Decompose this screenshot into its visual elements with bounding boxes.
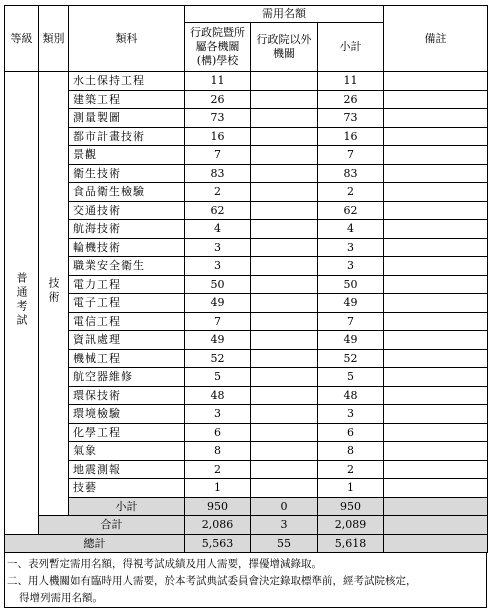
subject-cell: 景觀: [69, 146, 185, 165]
subject-cell: 電子工程: [69, 294, 185, 313]
exec-count-cell: 3: [185, 238, 251, 257]
subject-cell: 環保技術: [69, 386, 185, 405]
exec-count-cell: 26: [185, 90, 251, 109]
category-subtotal-total: 950: [318, 497, 384, 516]
category-subtotal-row: [5, 497, 488, 516]
subject-cell: 機械工程: [69, 349, 185, 368]
table-row: [5, 109, 488, 128]
grand-total-label: 總計: [5, 534, 185, 553]
remarks-cell: [384, 257, 488, 276]
grand-total-other: 55: [251, 534, 318, 553]
subtotal-count-cell: 3: [318, 257, 384, 276]
remarks-cell: [384, 312, 488, 331]
header-subject: 類科: [69, 6, 185, 72]
table-row: [5, 72, 488, 91]
exec-count-cell: 49: [185, 331, 251, 350]
subject-cell: 電力工程: [69, 275, 185, 294]
subject-cell: 建築工程: [69, 90, 185, 109]
other-count-cell: [251, 294, 318, 313]
header-col-subtotal: 小計: [318, 23, 384, 72]
header-col-other-line1: 行政院以外: [256, 33, 312, 46]
remarks-cell: [384, 127, 488, 146]
remarks-cell: [384, 164, 488, 183]
category-subtotal-label: 小計: [69, 497, 185, 516]
header-grade: 等級: [5, 6, 39, 72]
header-col-other-line2: 機關: [273, 47, 295, 60]
table-row: [5, 238, 488, 257]
remarks-cell: [384, 183, 488, 202]
subject-cell: 資訊處理: [69, 331, 185, 350]
remarks-cell: [384, 109, 488, 128]
other-count-cell: [251, 368, 318, 387]
table-row: [5, 423, 488, 442]
subtotal-count-cell: 73: [318, 109, 384, 128]
demand-table: [4, 5, 488, 553]
other-count-cell: [251, 146, 318, 165]
other-count-cell: [251, 109, 318, 128]
table-row: [5, 257, 488, 276]
other-count-cell: [251, 257, 318, 276]
subject-cell: 水土保持工程: [69, 72, 185, 91]
demand-table-container: [4, 5, 487, 608]
remarks-cell: [384, 294, 488, 313]
note-2: 二、用人機關如有臨時用人需要，於本考試典試委員會決定錄取標準前，經考試院核定，: [7, 575, 417, 587]
remarks-cell: [384, 72, 488, 91]
remarks-cell: [384, 479, 488, 498]
header-col-exec-line3: (構)學校: [196, 54, 239, 67]
subject-cell: 環境檢驗: [69, 405, 185, 424]
other-count-cell: [251, 442, 318, 461]
exec-count-cell: 1: [185, 479, 251, 498]
exec-count-cell: 8: [185, 442, 251, 461]
subtotal-count-cell: 3: [318, 238, 384, 257]
exec-count-cell: 16: [185, 127, 251, 146]
subtotal-count-cell: 2: [318, 183, 384, 202]
table-row: [5, 349, 488, 368]
category-subtotal-exec: 950: [185, 497, 251, 516]
table-row: [5, 386, 488, 405]
header-remarks: 備註: [384, 6, 488, 72]
other-count-cell: [251, 72, 318, 91]
subtotal-count-cell: 62: [318, 201, 384, 220]
subtotal-count-cell: 50: [318, 275, 384, 294]
other-count-cell: [251, 238, 318, 257]
table-row: [5, 164, 488, 183]
exec-count-cell: 2: [185, 460, 251, 479]
other-count-cell: [251, 386, 318, 405]
other-count-cell: [251, 220, 318, 239]
grade-total-row: [5, 516, 488, 535]
grade-total-label: 合計: [39, 516, 185, 535]
subject-cell: 航空器維修: [69, 368, 185, 387]
subject-cell: 化學工程: [69, 423, 185, 442]
exec-count-cell: 3: [185, 257, 251, 276]
header-col-exec-line2: 屬各機關: [195, 40, 240, 53]
other-count-cell: [251, 127, 318, 146]
exec-count-cell: 52: [185, 349, 251, 368]
exec-count-cell: 62: [185, 201, 251, 220]
table-row: [5, 442, 488, 461]
grand-total-exec: 5,563: [185, 534, 251, 553]
header-col-exec: [185, 23, 251, 72]
table-row: [5, 275, 488, 294]
remarks-cell: [384, 146, 488, 165]
subject-cell: 地震測報: [69, 460, 185, 479]
other-count-cell: [251, 460, 318, 479]
exec-count-cell: 4: [185, 220, 251, 239]
other-count-cell: [251, 90, 318, 109]
subject-cell: 輪機技術: [69, 238, 185, 257]
other-count-cell: [251, 164, 318, 183]
exec-count-cell: 73: [185, 109, 251, 128]
subtotal-count-cell: 83: [318, 164, 384, 183]
exec-count-cell: 5: [185, 368, 251, 387]
subject-cell: 航海技術: [69, 220, 185, 239]
subject-cell: 衛生技術: [69, 164, 185, 183]
note-3: 得增列需用名額。: [19, 592, 103, 604]
subtotal-count-cell: 49: [318, 331, 384, 350]
subject-cell: 電信工程: [69, 312, 185, 331]
remarks-cell: [384, 423, 488, 442]
subtotal-count-cell: 3: [318, 405, 384, 424]
table-row: [5, 146, 488, 165]
remarks-cell: [384, 201, 488, 220]
grade-cell: [5, 72, 39, 535]
table-row: [5, 220, 488, 239]
subject-cell: 食品衛生檢驗: [69, 183, 185, 202]
table-row: [5, 183, 488, 202]
subtotal-count-cell: 5: [318, 368, 384, 387]
subtotal-count-cell: 1: [318, 479, 384, 498]
subtotal-count-cell: 7: [318, 312, 384, 331]
subject-cell: 職業安全衛生: [69, 257, 185, 276]
exec-count-cell: 7: [185, 312, 251, 331]
remarks-cell: [384, 460, 488, 479]
header-col-other: [251, 23, 318, 72]
grade-value: 普通考試: [15, 272, 28, 329]
table-row: [5, 312, 488, 331]
remarks-cell: [384, 405, 488, 424]
subtotal-count-cell: 4: [318, 220, 384, 239]
subtotal-count-cell: 16: [318, 127, 384, 146]
subject-cell: 測量製圖: [69, 109, 185, 128]
subject-cell: 氣象: [69, 442, 185, 461]
note-1: 一、表列暫定需用名額，得視考試成績及用人需要，擇優增減錄取。: [7, 558, 322, 570]
subtotal-count-cell: 8: [318, 442, 384, 461]
subject-cell: 交通技術: [69, 201, 185, 220]
exec-count-cell: 3: [185, 405, 251, 424]
table-row: [5, 368, 488, 387]
other-count-cell: [251, 183, 318, 202]
grade-total-remarks: [384, 516, 488, 535]
exec-count-cell: 11: [185, 72, 251, 91]
other-count-cell: [251, 479, 318, 498]
category-value: 技術: [47, 277, 60, 305]
exec-count-cell: 49: [185, 294, 251, 313]
header-demand-title: 需用名額: [185, 6, 384, 23]
grade-total-other: 3: [251, 516, 318, 535]
table-row: [5, 201, 488, 220]
exec-count-cell: 83: [185, 164, 251, 183]
exec-count-cell: 2: [185, 183, 251, 202]
table-row: [5, 479, 488, 498]
other-count-cell: [251, 312, 318, 331]
table-row: [5, 90, 488, 109]
subject-cell: 技藝: [69, 479, 185, 498]
other-count-cell: [251, 349, 318, 368]
other-count-cell: [251, 331, 318, 350]
remarks-cell: [384, 386, 488, 405]
grade-total-total: 2,089: [318, 516, 384, 535]
other-count-cell: [251, 423, 318, 442]
subtotal-count-cell: 7: [318, 146, 384, 165]
category-subtotal-other: 0: [251, 497, 318, 516]
table-row: [5, 460, 488, 479]
remarks-cell: [384, 275, 488, 294]
remarks-cell: [384, 442, 488, 461]
other-count-cell: [251, 201, 318, 220]
exec-count-cell: 48: [185, 386, 251, 405]
exec-count-cell: 6: [185, 423, 251, 442]
subtotal-count-cell: 2: [318, 460, 384, 479]
remarks-cell: [384, 238, 488, 257]
subtotal-count-cell: 52: [318, 349, 384, 368]
table-row: [5, 405, 488, 424]
grand-total-remarks: [384, 534, 488, 553]
exec-count-cell: 7: [185, 146, 251, 165]
table-row: [5, 294, 488, 313]
other-count-cell: [251, 275, 318, 294]
remarks-cell: [384, 368, 488, 387]
grand-total-total: 5,618: [318, 534, 384, 553]
header-col-exec-line1: 行政院暨所: [190, 26, 245, 39]
category-cell: [39, 72, 69, 516]
other-count-cell: [251, 405, 318, 424]
subject-cell: 都市計畫技術: [69, 127, 185, 146]
remarks-cell: [384, 90, 488, 109]
table-row: [5, 127, 488, 146]
remarks-cell: [384, 349, 488, 368]
subtotal-count-cell: 11: [318, 72, 384, 91]
table-row: [5, 331, 488, 350]
remarks-cell: [384, 220, 488, 239]
subtotal-count-cell: 49: [318, 294, 384, 313]
remarks-cell: [384, 331, 488, 350]
category-subtotal-remarks: [384, 497, 488, 516]
header-category: 類別: [39, 6, 69, 72]
grand-total-row: [5, 534, 488, 553]
subtotal-count-cell: 26: [318, 90, 384, 109]
grade-total-exec: 2,086: [185, 516, 251, 535]
exec-count-cell: 50: [185, 275, 251, 294]
subtotal-count-cell: 48: [318, 386, 384, 405]
subtotal-count-cell: 6: [318, 423, 384, 442]
